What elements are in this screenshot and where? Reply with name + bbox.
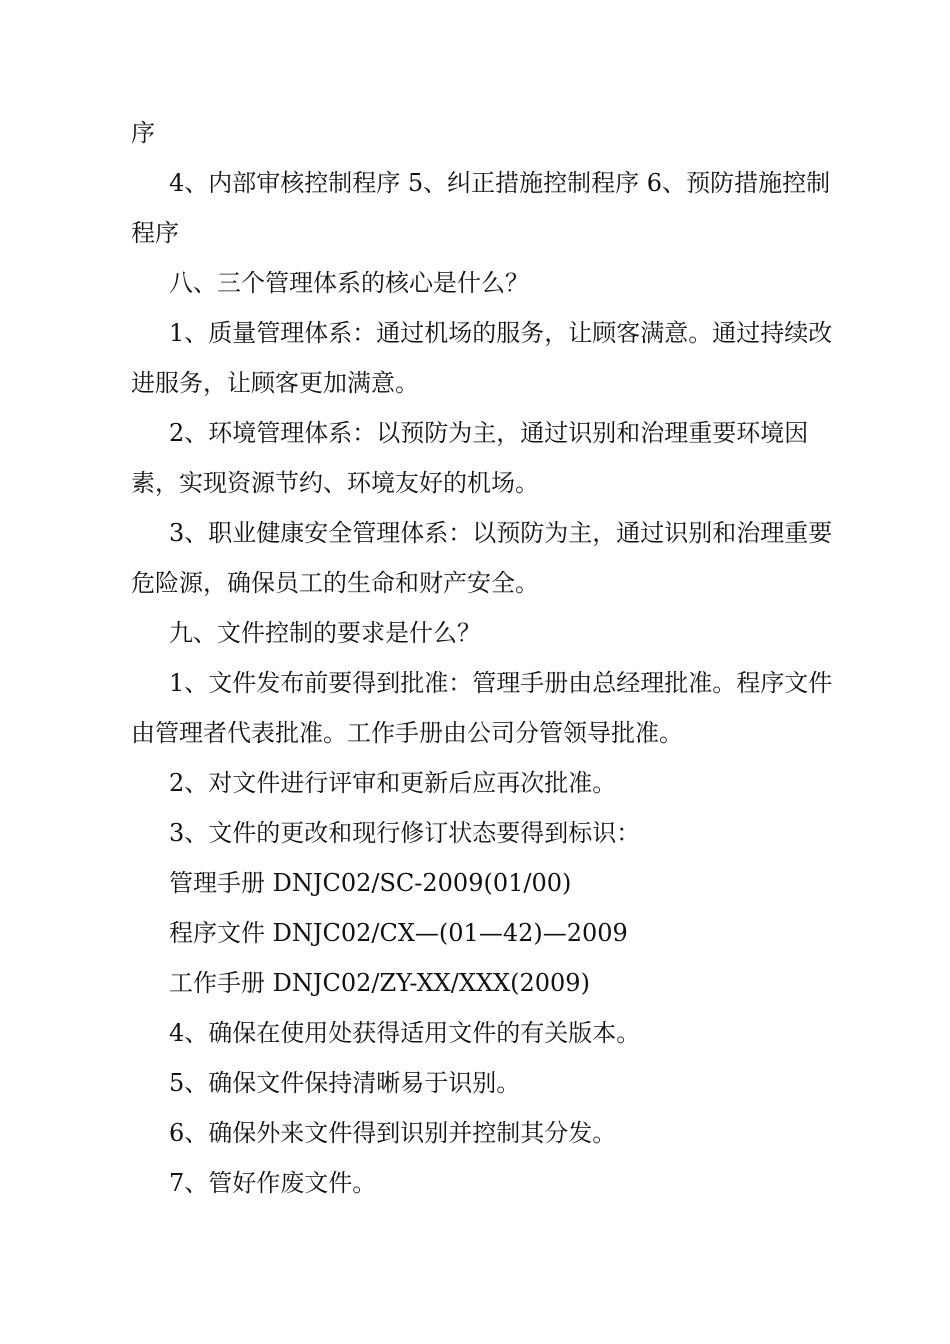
code-procedure: 程序文件 DNJC02/CX—(01—42)—2009 bbox=[169, 919, 628, 947]
paragraph-doc-availability: 4、确保在使用处获得适用文件的有关版本。 bbox=[169, 1019, 641, 1047]
paragraph-obsolete-docs: 7、管好作废文件。 bbox=[169, 1169, 377, 1197]
code-manual: 管理手册 DNJC02/SC-2009(01/00) bbox=[169, 869, 572, 897]
code-work-manual: 工作手册 DNJC02/ZY-XX/XXX(2009) bbox=[169, 969, 590, 997]
heading-section-8: 八、三个管理体系的核心是什么？ bbox=[169, 269, 529, 297]
paragraph-external-docs: 6、确保外来文件得到识别并控制其分发。 bbox=[169, 1119, 617, 1147]
paragraph-environment-system: 2、环境管理体系：以预防为主，通过识别和治理重要环境因素，实现资源节约、环境友好的机场。 bbox=[131, 419, 809, 497]
paragraph-doc-legibility: 5、确保文件保持清晰易于识别。 bbox=[169, 1069, 521, 1097]
heading-section-9: 九、文件控制的要求是什么？ bbox=[169, 619, 481, 647]
paragraph-ohs-system: 3、职业健康安全管理体系：以预防为主，通过识别和治理重要危险源，确保员工的生命和财产安全。 bbox=[131, 519, 833, 597]
paragraph-doc-identification: 3、文件的更改和现行修订状态要得到标识： bbox=[169, 819, 641, 847]
document-body bbox=[131, 108, 843, 1208]
paragraph-doc-approval: 1、文件发布前要得到批准：管理手册由总经理批准。程序文件由管理者代表批准。工作手册由公司分管领导批准。 bbox=[131, 669, 833, 747]
paragraph-procedures-4-6: 4、内部审核控制程序 5、纠正措施控制程序 6、预防措施控制程序 bbox=[131, 169, 831, 247]
paragraph-continuation: 序 bbox=[131, 119, 155, 147]
paragraph-doc-review: 2、对文件进行评审和更新后应再次批准。 bbox=[169, 769, 617, 797]
paragraph-quality-system: 1、质量管理体系：通过机场的服务，让顾客满意。通过持续改进服务，让顾客更加满意。 bbox=[131, 319, 833, 397]
